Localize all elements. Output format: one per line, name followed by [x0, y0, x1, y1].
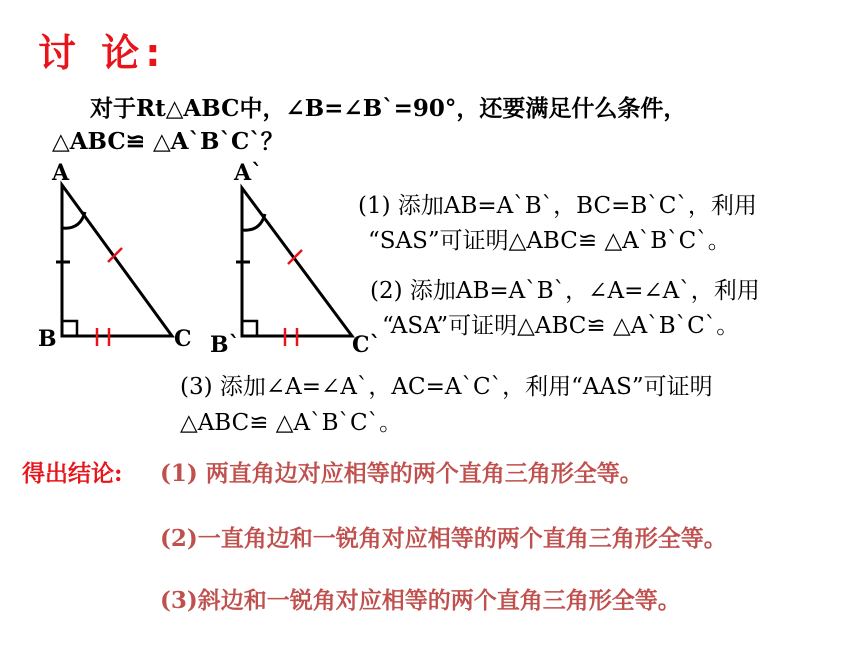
condition-1-line-2: “SAS”可证明△ABC≌ △A`B`C`。	[368, 228, 731, 254]
condition-3-line-2: △ABC≌ △A`B`C`。	[180, 410, 403, 436]
conclusion-item-1: (1) 两直角边对应相等的两个直角三角形全等。	[160, 460, 643, 487]
page-title: 讨 论:	[38, 31, 167, 75]
vertex-c-prime: C`	[352, 332, 381, 358]
conclusion-label: 得出结论:	[22, 460, 123, 487]
condition-2-line-2: “ASA”可证明△ABC≌ △A`B`C`。	[382, 313, 740, 339]
vertex-c: C	[174, 326, 192, 352]
vertex-a: A	[52, 160, 70, 186]
conclusion-item-3: (3)斜边和一锐角对应相等的两个直角三角形全等。	[160, 587, 681, 614]
vertex-b: B	[38, 326, 57, 352]
condition-1-line-1: (1) 添加AB=A`B`，BC=B`C`，利用	[358, 193, 757, 219]
condition-3-line-1: (3) 添加∠A=∠A`，AC=A`C`，利用“AAS”可证明	[180, 374, 713, 400]
conclusion-item-2: (2)一直角边和一锐角对应相等的两个直角三角形全等。	[160, 525, 727, 552]
question-line-1: 对于Rt△ABC中，∠B=∠B`=90°，还要满足什么条件，	[90, 95, 687, 122]
condition-2-line-1: (2) 添加AB=A`B`，∠A=∠A`，利用	[370, 278, 760, 304]
triangle-abc	[56, 185, 172, 346]
question-line-2: △ABC≌ △A`B`C`？	[52, 128, 284, 155]
vertex-a-prime: A`	[234, 160, 263, 186]
vertex-b-prime: B`	[210, 332, 240, 358]
triangle-a-b-c-prime	[236, 188, 352, 346]
